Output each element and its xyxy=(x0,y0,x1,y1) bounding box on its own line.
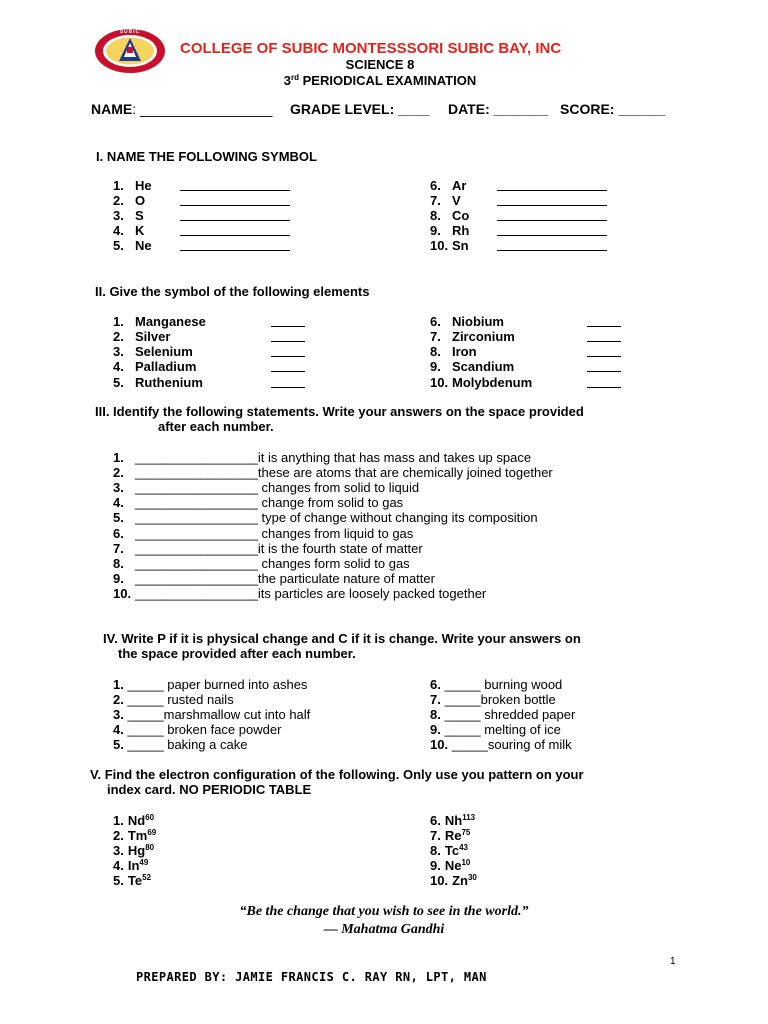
answer-blank[interactable] xyxy=(497,239,607,251)
section4-title-line2: the space provided after each number. xyxy=(118,646,356,661)
section2-item xyxy=(430,314,504,329)
section1-item xyxy=(430,208,469,223)
answer-blank[interactable]: _________________ xyxy=(135,585,258,601)
section2-item xyxy=(430,344,477,359)
item-number: 6. xyxy=(430,178,441,193)
section5-item xyxy=(430,813,475,828)
subject-title: SCIENCE 8 xyxy=(345,57,415,72)
item-number: 1. xyxy=(113,677,124,692)
element-symbol: O xyxy=(135,193,146,208)
section2-item xyxy=(430,375,532,390)
prepared-by: PREPARED BY: JAMIE FRANCIS C. RAY RN, LPT, MAN xyxy=(136,970,487,984)
element-symbol: Zn xyxy=(452,873,468,888)
atomic-number: 49 xyxy=(139,858,149,867)
answer-blank[interactable] xyxy=(271,345,305,357)
element-name: Ruthenium xyxy=(135,375,203,390)
section4-item xyxy=(113,722,281,737)
atomic-number: 60 xyxy=(145,813,155,822)
item-number: 3. xyxy=(113,707,124,722)
quote-text: “Be the change that you wish to see in the world.” xyxy=(239,904,529,919)
item-number: 5. xyxy=(113,510,124,526)
answer-blank[interactable]: _________________ xyxy=(135,465,258,481)
answer-blank[interactable]: _________________ xyxy=(135,510,258,526)
item-number: 2. xyxy=(113,828,124,843)
section2-item xyxy=(430,329,515,344)
element-name: Silver xyxy=(135,329,171,344)
item-number: 3. xyxy=(113,208,124,223)
section3-title-line2: after each number. xyxy=(158,419,274,434)
element-symbol: Te xyxy=(127,873,143,888)
section3-item xyxy=(113,556,410,571)
section3-item xyxy=(113,586,486,601)
section2-item xyxy=(430,359,514,374)
answer-blank[interactable] xyxy=(497,194,607,206)
answer-blank[interactable] xyxy=(180,179,290,191)
section5-item xyxy=(113,843,154,858)
item-number: 3. xyxy=(113,480,124,496)
answer-blank[interactable] xyxy=(180,194,290,206)
element-symbol: Nh xyxy=(444,813,463,828)
item-number: 3. xyxy=(113,344,124,359)
atomic-number: 75 xyxy=(461,828,471,837)
section3-item xyxy=(113,480,419,495)
section3-item xyxy=(113,465,553,480)
section3-item xyxy=(113,495,403,510)
statement-text: its particles are loosely packed together xyxy=(257,585,487,601)
element-symbol: K xyxy=(135,223,145,238)
section5-item xyxy=(113,828,156,843)
item-number: 10. xyxy=(430,238,449,253)
item-number: 5. xyxy=(113,737,124,752)
item-number: 9. xyxy=(430,858,441,873)
section5-item xyxy=(430,843,468,858)
element-name: Iron xyxy=(452,344,477,359)
section3-item xyxy=(113,450,531,465)
item-number: 4. xyxy=(113,858,124,873)
exam-title-rest: PERIODICAL EXAMINATION xyxy=(299,73,477,88)
section1-title: I. NAME THE FOLLOWING SYMBOL xyxy=(96,149,317,164)
element-symbol: V xyxy=(452,193,461,208)
element-symbol: Ne xyxy=(135,238,152,253)
atomic-number: 30 xyxy=(467,873,477,882)
statement-text: change from solid to gas xyxy=(257,495,404,511)
answer-blank[interactable]: _________________ xyxy=(135,450,258,465)
score-field[interactable]: SCORE: ______ xyxy=(560,101,666,117)
statement-text: the particulate nature of matter xyxy=(257,570,435,586)
answer-blank[interactable]: _____ xyxy=(123,737,164,752)
section5-item xyxy=(113,813,154,828)
answer-blank[interactable]: _____ xyxy=(123,707,164,722)
item-number: 1. xyxy=(113,813,124,828)
answer-blank[interactable] xyxy=(497,209,607,221)
answer-blank[interactable]: _____ xyxy=(123,722,164,737)
statement-text: it is the fourth state of matter xyxy=(257,540,423,556)
item-number: 2. xyxy=(113,329,124,344)
item-number: 10. xyxy=(430,873,449,888)
section4-item xyxy=(113,692,234,707)
section5-item xyxy=(113,858,148,873)
answer-blank[interactable] xyxy=(587,376,621,388)
section4-title-line1: IV. Write P if it is physical change and C if it is change. Write your answers on xyxy=(103,631,581,646)
answer-blank[interactable]: _________________ xyxy=(135,540,258,556)
answer-blank[interactable] xyxy=(271,330,305,342)
school-logo xyxy=(94,28,166,74)
item-number: 6. xyxy=(430,314,441,329)
atomic-number: 69 xyxy=(147,828,157,837)
answer-blank[interactable] xyxy=(497,224,607,236)
answer-blank[interactable] xyxy=(180,209,290,221)
section1-item xyxy=(113,193,145,208)
element-symbol: Rh xyxy=(452,223,470,238)
statement-text: changes from solid to liquid xyxy=(257,480,420,496)
section4-item xyxy=(113,707,310,722)
statement-text: type of change without changing its composition xyxy=(257,510,538,526)
item-number: 3. xyxy=(113,843,124,858)
section3-item xyxy=(113,571,435,586)
section4-item xyxy=(113,677,307,692)
element-symbol: Re xyxy=(444,828,462,843)
item-number: 8. xyxy=(430,208,441,223)
element-name: Manganese xyxy=(135,314,206,329)
section2-item xyxy=(113,329,170,344)
answer-blank[interactable]: _____ xyxy=(123,692,164,707)
logo-text: SUBIC xyxy=(119,29,141,35)
section1-item xyxy=(430,193,461,208)
element-symbol: Co xyxy=(452,208,470,223)
answer-blank[interactable] xyxy=(587,315,621,327)
atomic-number: 43 xyxy=(459,843,468,852)
answer-blank[interactable] xyxy=(180,224,290,236)
element-symbol: Nd xyxy=(127,813,146,828)
section1-item xyxy=(430,178,466,193)
statement-text: changes form solid to gas xyxy=(257,555,410,571)
page-number: 1 xyxy=(670,956,676,967)
statement-text: changes from liquid to gas xyxy=(257,525,414,541)
item-number: 7. xyxy=(113,540,124,556)
item-number: 9. xyxy=(430,359,441,374)
item-number: 8. xyxy=(113,555,124,571)
item-number: 1. xyxy=(113,450,124,465)
element-symbol: Tc xyxy=(444,843,460,858)
section5-item xyxy=(430,858,470,873)
section1-item xyxy=(430,238,469,253)
section3-title-line1: III. Identify the following statements. Write your answers on the space provided xyxy=(95,404,584,419)
section2-item xyxy=(113,344,193,359)
section4-item xyxy=(430,677,562,692)
change-text: burning wood xyxy=(480,677,563,692)
answer-blank[interactable] xyxy=(271,360,305,372)
item-number: 6. xyxy=(113,525,124,541)
item-number: 4. xyxy=(113,359,124,374)
school-name: COLLEGE OF SUBIC MONTESSSORI SUBIC BAY, INC xyxy=(180,40,562,57)
item-number: 6. xyxy=(430,813,441,828)
element-symbol: Sn xyxy=(452,238,469,253)
change-text: broken bottle xyxy=(480,692,556,707)
section4-item xyxy=(113,737,247,752)
item-number: 4. xyxy=(113,495,124,511)
atomic-number: 80 xyxy=(145,843,155,852)
item-number: 9. xyxy=(430,223,441,238)
item-number: 7. xyxy=(430,329,441,344)
element-symbol: Hg xyxy=(127,843,146,858)
item-number: 5. xyxy=(113,238,124,253)
name-blank: : _________________ xyxy=(132,101,273,117)
section1-item xyxy=(113,223,144,238)
item-number: 2. xyxy=(113,692,124,707)
section2-item xyxy=(113,359,196,374)
atomic-number: 113 xyxy=(462,813,476,822)
exam-ordinal-suffix: rd xyxy=(291,73,300,82)
element-symbol: Tm xyxy=(127,828,148,843)
answer-blank[interactable]: _________________ xyxy=(135,570,258,586)
change-text: broken face powder xyxy=(163,722,282,737)
atomic-number: 52 xyxy=(142,873,151,882)
element-name: Scandium xyxy=(452,359,515,374)
element-name: Niobium xyxy=(452,314,504,329)
statement-text: it is anything that has mass and takes up space xyxy=(257,450,532,465)
item-number: 7. xyxy=(430,193,441,208)
item-number: 10. xyxy=(430,737,449,752)
item-number: 10. xyxy=(113,585,132,601)
change-text: shredded paper xyxy=(480,707,576,722)
item-number: 4. xyxy=(113,722,124,737)
answer-blank[interactable]: _____ xyxy=(123,677,164,692)
answer-blank[interactable]: _____ xyxy=(448,737,488,752)
section1-item xyxy=(113,178,152,193)
answer-blank[interactable]: _________________ xyxy=(135,525,258,541)
element-name: Palladium xyxy=(135,359,197,374)
section1-item xyxy=(113,208,144,223)
section5-title-line1: V. Find the electron configuration of the following. Only use you pattern on your xyxy=(90,767,584,782)
answer-blank[interactable]: _____ xyxy=(440,692,481,707)
item-number: 9. xyxy=(430,722,441,737)
answer-blank[interactable]: _____ xyxy=(440,677,481,692)
name-field[interactable] xyxy=(91,102,272,117)
answer-blank[interactable]: _________________ xyxy=(135,555,258,571)
section3-item xyxy=(113,526,413,541)
section2-item xyxy=(113,314,206,329)
section4-item xyxy=(430,692,556,707)
element-symbol: In xyxy=(127,858,140,873)
element-symbol: Ar xyxy=(452,178,467,193)
answer-blank[interactable] xyxy=(587,345,621,357)
item-number: 8. xyxy=(430,843,441,858)
item-number: 7. xyxy=(430,828,441,843)
answer-blank[interactable]: _____ xyxy=(440,722,481,737)
section1-item xyxy=(113,238,152,253)
element-symbol: S xyxy=(135,208,144,223)
section3-item xyxy=(113,510,538,525)
element-name: Molybdenum xyxy=(452,375,533,390)
exam-ordinal: 3 xyxy=(283,73,292,88)
atomic-number: 10 xyxy=(461,858,471,867)
item-number: 1. xyxy=(113,314,124,329)
item-number: 2. xyxy=(113,193,124,208)
section3-item xyxy=(113,541,423,556)
answer-blank[interactable] xyxy=(587,330,621,342)
answer-blank[interactable] xyxy=(271,315,305,327)
section4-item xyxy=(430,722,561,737)
item-number: 5. xyxy=(113,375,124,390)
section5-item xyxy=(430,873,477,888)
item-number: 9. xyxy=(113,570,124,586)
change-text: souring of milk xyxy=(487,737,572,752)
answer-blank[interactable]: _________________ xyxy=(135,480,258,496)
element-name: Zirconium xyxy=(452,329,515,344)
change-text: rusted nails xyxy=(163,692,234,707)
item-number: 2. xyxy=(113,465,124,481)
item-number: 8. xyxy=(430,707,441,722)
element-name: Selenium xyxy=(135,344,193,359)
section5-item xyxy=(430,828,470,843)
answer-blank[interactable]: _________________ xyxy=(135,495,258,511)
item-number: 1. xyxy=(113,178,124,193)
answer-blank[interactable] xyxy=(497,179,607,191)
answer-blank[interactable] xyxy=(180,239,290,251)
quote-author: — Mahatma Gandhi xyxy=(323,922,445,937)
section5-title-line2: index card. NO PERIODIC TABLE xyxy=(107,782,312,797)
item-number: 10. xyxy=(430,375,449,390)
section4-item xyxy=(430,707,575,722)
section2-item xyxy=(113,375,203,390)
section2-title: II. Give the symbol of the following elements xyxy=(95,284,370,299)
element-symbol: Ne xyxy=(444,858,462,873)
item-number: 8. xyxy=(430,344,441,359)
change-text: marshmallow cut into half xyxy=(163,707,311,722)
item-number: 6. xyxy=(430,677,441,692)
answer-blank[interactable] xyxy=(587,360,621,372)
statement-text: these are atoms that are chemically joined together xyxy=(257,465,553,481)
element-symbol: He xyxy=(135,178,152,193)
grade-level-field[interactable]: GRADE LEVEL: ____ xyxy=(290,101,430,117)
change-text: paper burned into ashes xyxy=(163,677,308,692)
change-text: melting of ice xyxy=(480,722,561,737)
item-number: 5. xyxy=(113,873,124,888)
item-number: 7. xyxy=(430,692,441,707)
section4-item xyxy=(430,737,572,752)
change-text: baking a cake xyxy=(163,737,248,752)
exam-title xyxy=(230,73,530,88)
item-number: 4. xyxy=(113,223,124,238)
section1-item xyxy=(430,223,469,238)
answer-blank[interactable] xyxy=(271,376,305,388)
name-label: NAME xyxy=(91,101,133,117)
section5-item xyxy=(113,873,151,888)
answer-blank[interactable]: _____ xyxy=(440,707,481,722)
date-field[interactable]: DATE: _______ xyxy=(448,101,549,117)
